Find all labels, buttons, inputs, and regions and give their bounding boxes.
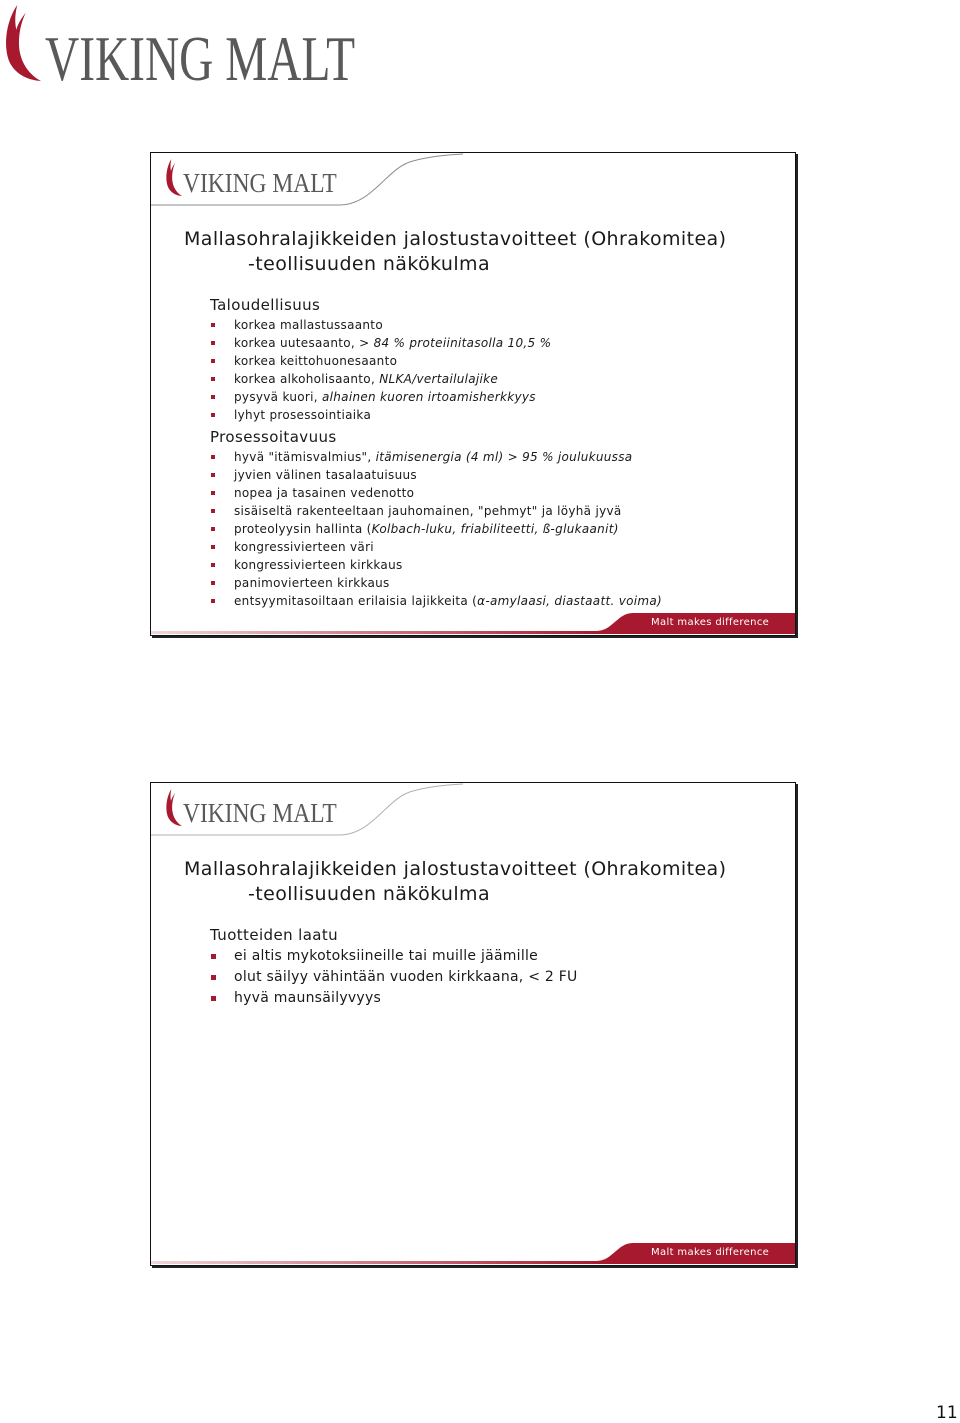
list-item	[210, 946, 578, 967]
square-bullet-icon	[211, 599, 215, 603]
viking-malt-logo	[0, 0, 370, 92]
item-text: korkea keittohuonesaanto	[234, 354, 398, 368]
square-bullet-icon	[211, 377, 215, 381]
item-text: korkea mallastussaanto	[234, 318, 383, 332]
square-bullet-icon	[211, 491, 215, 495]
list-item	[210, 988, 578, 1009]
slide-logo-wordmark: VIKING MALT	[183, 168, 337, 198]
square-bullet-icon	[211, 975, 216, 980]
item-text: korkea alkoholisaanto,	[234, 372, 380, 386]
list-item	[210, 406, 662, 424]
item-text: sisäiseltä rakenteeltaan jauhomainen, "pehmyt" ja löyhä jyvä	[234, 504, 622, 518]
item-text: panimovierteen kirkkaus	[234, 576, 390, 590]
item-text: kongressivierteen väri	[234, 540, 374, 554]
item-text: lyhyt prosessointiaika	[234, 408, 372, 422]
item-text: proteolyysin hallinta (	[234, 522, 372, 536]
list-item	[210, 370, 662, 388]
item-text: hyvä "itämisvalmius",	[234, 450, 376, 464]
item-text: jyvien välinen tasalaatuisuus	[234, 468, 417, 482]
item-text-italic: Kolbach-luku, friabiliteetti, ß-glukaanit)	[371, 522, 619, 536]
slide-1	[150, 152, 796, 636]
square-bullet-icon	[211, 563, 215, 567]
footer-tagline: Malt makes difference	[651, 1247, 770, 1258]
viking-malt-swoosh-icon	[3, 3, 41, 83]
square-bullet-icon	[211, 545, 215, 549]
list-item	[210, 484, 662, 502]
list-item	[210, 574, 662, 592]
square-bullet-icon	[211, 509, 215, 513]
bullet-list	[210, 946, 578, 1009]
slide-content	[210, 924, 578, 1009]
item-text-italic: NLKA/vertailulajike	[379, 372, 499, 386]
list-item	[210, 466, 662, 484]
item-text: hyvä maunsäilyvyys	[234, 990, 382, 1006]
square-bullet-icon	[211, 581, 215, 585]
square-bullet-icon	[211, 473, 215, 477]
list-item	[210, 967, 578, 988]
item-text: korkea uutesaanto, >	[234, 336, 374, 350]
list-item	[210, 538, 662, 556]
list-item	[210, 316, 662, 334]
item-text-italic: α-amylaasi, diastaatt. voima)	[477, 594, 663, 608]
square-bullet-icon	[211, 455, 215, 459]
square-bullet-icon	[211, 395, 215, 399]
slide-title: Mallasohralajikkeiden jalostustavoitteet (Ohrakomitea)	[184, 228, 727, 250]
bullet-list	[210, 316, 662, 424]
square-bullet-icon	[211, 413, 215, 417]
square-bullet-icon	[211, 359, 215, 363]
section-heading: Prosessoitavuus	[210, 428, 337, 446]
list-item	[210, 502, 662, 520]
list-item	[210, 352, 662, 370]
viking-malt-swoosh-icon	[165, 789, 182, 826]
list-item	[210, 448, 662, 466]
slide-content	[210, 294, 662, 610]
slide-logo-wordmark: VIKING MALT	[183, 798, 337, 828]
item-text-italic: alhainen kuoren irtoamisherkkyys	[321, 390, 536, 404]
page-number: 11	[936, 1403, 958, 1423]
bullet-list	[210, 448, 662, 610]
logo-wordmark: VIKING MALT	[45, 23, 356, 94]
item-text: kongressivierteen kirkkaus	[234, 558, 403, 572]
section-heading: Taloudellisuus	[210, 296, 321, 314]
item-text: olut säilyy vähintään vuoden kirkkaana, < 2 FU	[234, 969, 578, 985]
square-bullet-icon	[211, 527, 215, 531]
square-bullet-icon	[211, 341, 215, 345]
list-item	[210, 334, 662, 352]
item-text: ei altis mykotoksiineille tai muille jäämille	[234, 948, 538, 964]
list-item	[210, 520, 662, 538]
viking-malt-swoosh-icon	[165, 159, 182, 196]
list-item	[210, 556, 662, 574]
item-text-italic: itämisenergia (4 ml) > 95 % joulukuussa	[375, 450, 633, 464]
list-item	[210, 592, 662, 610]
slide-2	[150, 782, 796, 1266]
square-bullet-icon	[211, 323, 215, 327]
slide-subtitle: -teollisuuden näkökulma	[248, 253, 490, 275]
slide-title: Mallasohralajikkeiden jalostustavoitteet (Ohrakomitea)	[184, 858, 727, 880]
square-bullet-icon	[211, 996, 216, 1001]
item-text: pysyvä kuori,	[234, 390, 322, 404]
slide-subtitle: -teollisuuden näkökulma	[248, 883, 490, 905]
item-text: entsyymitasoiltaan erilaisia lajikkeita (	[234, 594, 478, 608]
section-heading: Tuotteiden laatu	[210, 926, 339, 944]
item-text: nopea ja tasainen vedenotto	[234, 486, 415, 500]
item-text-italic: 84 % proteiinitasolla 10,5 %	[373, 336, 552, 350]
footer-tagline: Malt makes difference	[651, 617, 770, 628]
square-bullet-icon	[211, 954, 216, 959]
list-item	[210, 388, 662, 406]
